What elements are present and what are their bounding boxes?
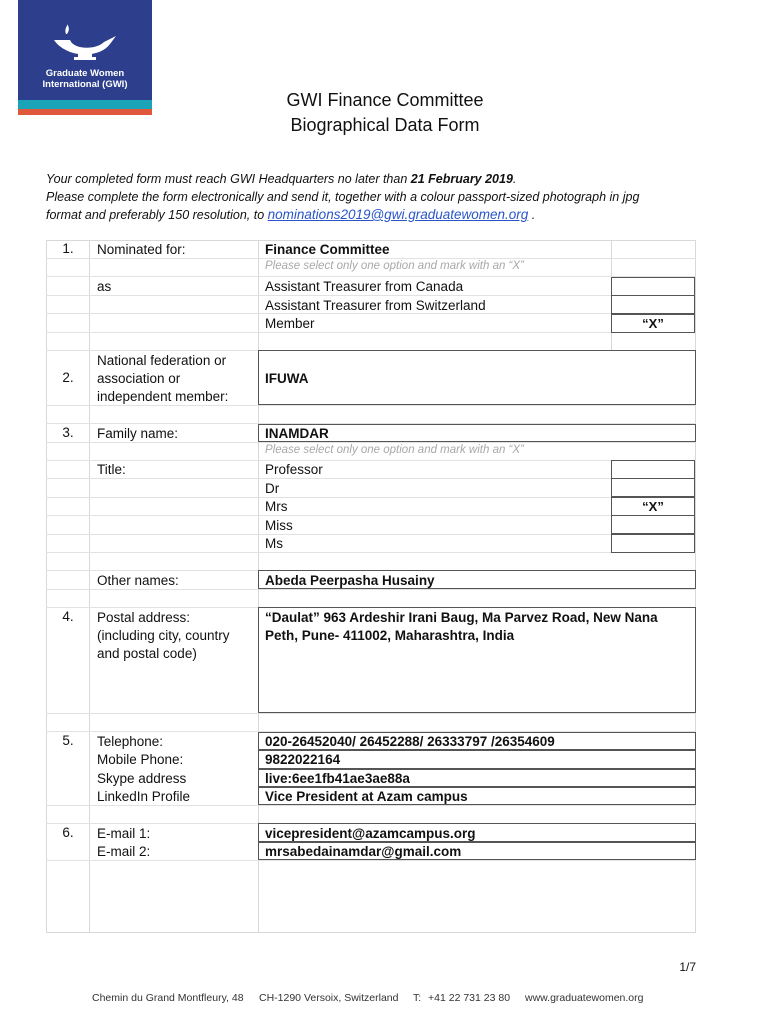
title-option-mrs: Mrs <box>265 499 288 514</box>
intro-text: Your completed form must reach GWI Headquarters no later than 21 February 2019. Please complete the form electronically and send it, together with a colour passport-sized photograph in jpg format and preferably 150 resolution, to nominations2019@gwi.graduatewomen.org . <box>46 172 640 222</box>
section-number: 1. <box>62 241 74 256</box>
footer-website[interactable]: www.graduatewomen.org <box>525 992 644 1004</box>
page-number: 1/7 <box>679 960 696 974</box>
mark-box-mrs[interactable]: “X” <box>611 497 695 516</box>
mobile-label: Mobile Phone: <box>97 752 184 767</box>
footer-postcode: CH-1290 Versoix, Switzerland <box>259 992 399 1004</box>
section-number: 6. <box>62 825 74 840</box>
page-title: GWI Finance Committee <box>286 90 484 110</box>
family-name-label: Family name: <box>97 426 179 441</box>
section-number: 4. <box>62 609 74 624</box>
section-number: 3. <box>62 425 74 440</box>
mark-box-ms[interactable] <box>611 534 695 553</box>
deadline: 21 February 2019 <box>410 172 513 186</box>
title-option-professor: Professor <box>265 462 323 477</box>
federation-label: National federation or association or independent member: <box>97 353 229 404</box>
option-member: Member <box>265 316 315 331</box>
option-assistant-treasurer-switzerland: Assistant Treasurer from Switzerland <box>265 298 486 313</box>
mark-box-member[interactable]: “X” <box>611 314 695 333</box>
section-number: 5. <box>62 733 74 748</box>
mark-box-canada[interactable] <box>611 277 695 296</box>
email1-value: vicepresident@azamcampus.org <box>265 826 476 841</box>
title-option-miss: Miss <box>265 518 293 533</box>
email2-value: mrsabedainamdar@gmail.com <box>265 844 462 859</box>
linkedin-value: Vice President at Azam campus <box>265 789 468 804</box>
postal-address-value: “Daulat” 963 Ardeshir Irani Baug, Ma Parvez Road, New Nana Peth, Pune- 411002, Maharashtra, India <box>265 610 658 643</box>
title-option-ms: Ms <box>265 536 283 551</box>
skype-label: Skype address <box>97 771 187 786</box>
mobile-value: 9822022164 <box>265 752 341 767</box>
other-names-label: Other names: <box>97 573 179 588</box>
telephone-value: 020-26452040/ 26452288/ 26333797 /26354609 <box>265 734 555 749</box>
skype-value: live:6ee1fb41ae3ae88a <box>265 771 410 786</box>
family-name-value: INAMDAR <box>265 426 329 441</box>
title-option-dr: Dr <box>265 481 280 496</box>
footer-phone: +41 22 731 23 80 <box>428 992 511 1004</box>
email2-label: E-mail 2: <box>97 844 151 859</box>
section-number: 2. <box>62 370 74 385</box>
lamp-icon <box>52 24 118 64</box>
telephone-label: Telephone: <box>97 734 164 749</box>
nominated-for-value: Finance Committee <box>265 242 390 257</box>
footer-phone-label: T: <box>413 992 422 1004</box>
linkedin-label: LinkedIn Profile <box>97 789 191 804</box>
selection-hint: Please select only one option and mark with an “X” <box>265 260 524 272</box>
federation-value: IFUWA <box>265 371 309 386</box>
postal-address-label: Postal address: (including city, country and postal code) <box>97 610 230 661</box>
page-subtitle: Biographical Data Form <box>290 115 480 135</box>
mark-box-professor[interactable] <box>611 460 695 479</box>
title-label: Title: <box>97 462 126 477</box>
federation-field[interactable] <box>258 350 696 405</box>
option-assistant-treasurer-canada: Assistant Treasurer from Canada <box>265 279 464 294</box>
selection-hint: Please select only one option and mark with an “X” <box>265 444 524 456</box>
as-label: as <box>97 279 112 294</box>
logo-text: Graduate Women International (GWI) <box>42 68 128 90</box>
mark-box-miss[interactable] <box>611 515 695 534</box>
footer-address: Chemin du Grand Montfleury, 48 <box>92 992 244 1004</box>
mark-box-switzerland[interactable] <box>611 295 695 314</box>
email1-label: E-mail 1: <box>97 826 151 841</box>
nominated-for-label: Nominated for: <box>97 242 186 257</box>
nominations-email-link[interactable]: nominations2019@gwi.graduatewomen.org <box>267 207 529 222</box>
mark-box-dr[interactable] <box>611 478 695 497</box>
other-names-value: Abeda Peerpasha Husainy <box>265 573 435 588</box>
